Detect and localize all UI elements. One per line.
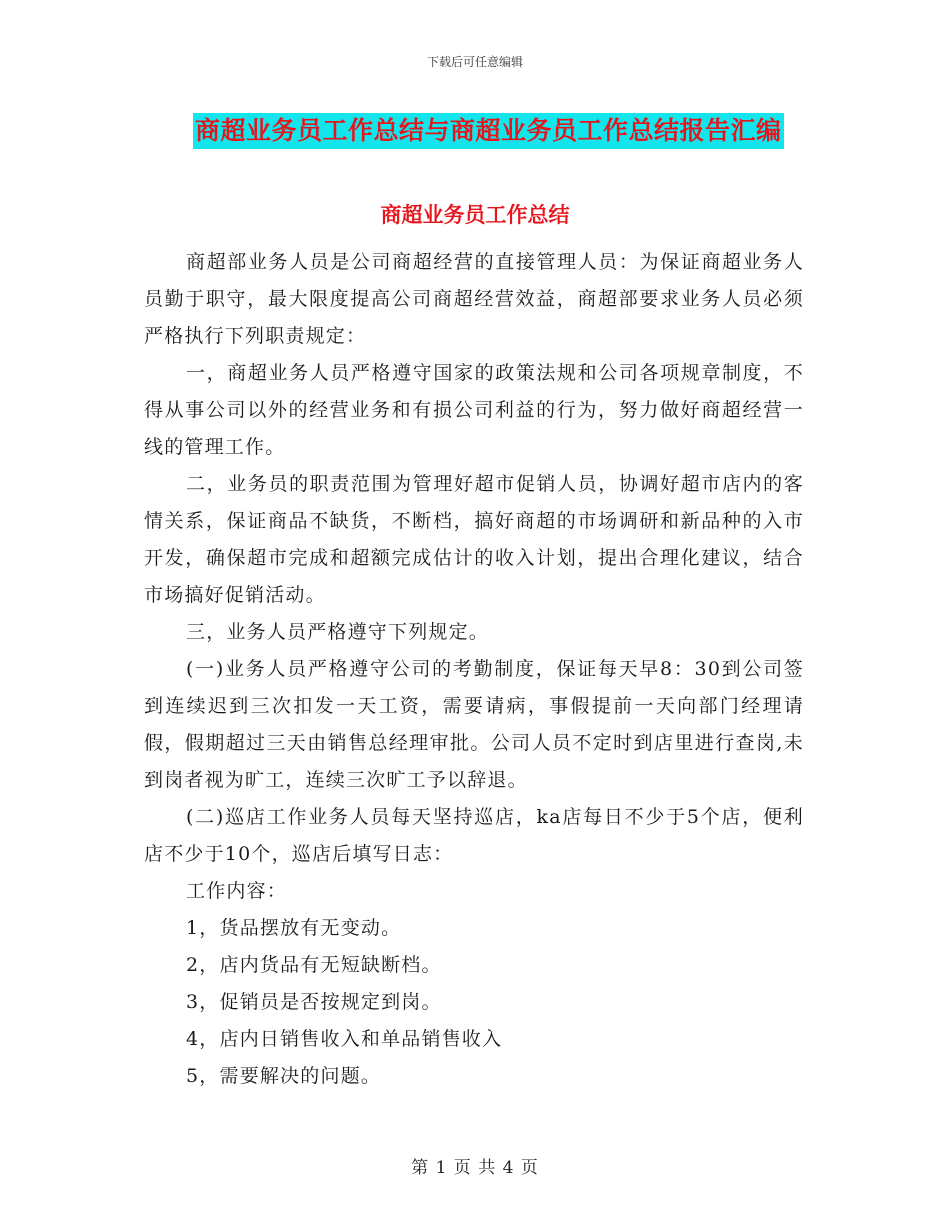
list-item: 3，促销员是否按规定到岗。 — [186, 991, 442, 1013]
paragraph: (二)巡店工作业务人员每天坚持巡店，ka店每日不少于5个店，便利店不少于10个，巡店后填写日志： — [144, 806, 804, 865]
list-item: 5，需要解决的问题。 — [186, 1065, 382, 1087]
list-item: 4，店内日销售收入和单品销售收入 — [186, 1028, 503, 1050]
document-body — [144, 244, 804, 1095]
paragraph: 一，商超业务人员严格遵守国家的政策法规和公司各项规章制度，不得从事公司以外的经营业务和有损公司利益的行为，努力做好商超经营一线的管理工作。 — [144, 362, 804, 458]
paragraph: 二，业务员的职责范围为管理好超市促销人员，协调好超市店内的客情关系，保证商品不缺货，不断档，搞好商超的市场调研和新品种的入市开发，确保超市完成和超额完成估计的收入计划，提出合理化建议，结合市场搞好促销活动。 — [144, 473, 804, 606]
list-item: 2，店内货品有无短缺断档。 — [186, 954, 442, 976]
list-item: 1，货品摆放有无变动。 — [186, 917, 402, 939]
section-title: 商超业务员工作总结 — [380, 203, 570, 227]
document-title: 商超业务员工作总结与商超业务员工作总结报告汇编 — [193, 113, 784, 149]
paragraph: 三，业务人员严格遵守下列规定。 — [186, 621, 490, 643]
paragraph: 工作内容： — [186, 880, 288, 902]
page-header-note: 下载后可任意编辑 — [426, 55, 523, 69]
paragraph: 商超部业务人员是公司商超经营的直接管理人员：为保证商超业务人员勤于职守，最大限度提高公司商超经营效益，商超部要求业务人员必须严格执行下列职责规定： — [144, 251, 804, 347]
page-number: 第 1 页 共 4 页 — [411, 1158, 539, 1178]
paragraph: (一)业务人员严格遵守公司的考勤制度，保证每天早8：30到公司签到连续迟到三次扣发一天工资，需要请病，事假提前一天向部门经理请假，假期超过三天由销售总经理审批。公司人员不定时到店里进行查岗,未到岗者视为旷工，连续三次旷工予以辞退。 — [144, 658, 804, 791]
